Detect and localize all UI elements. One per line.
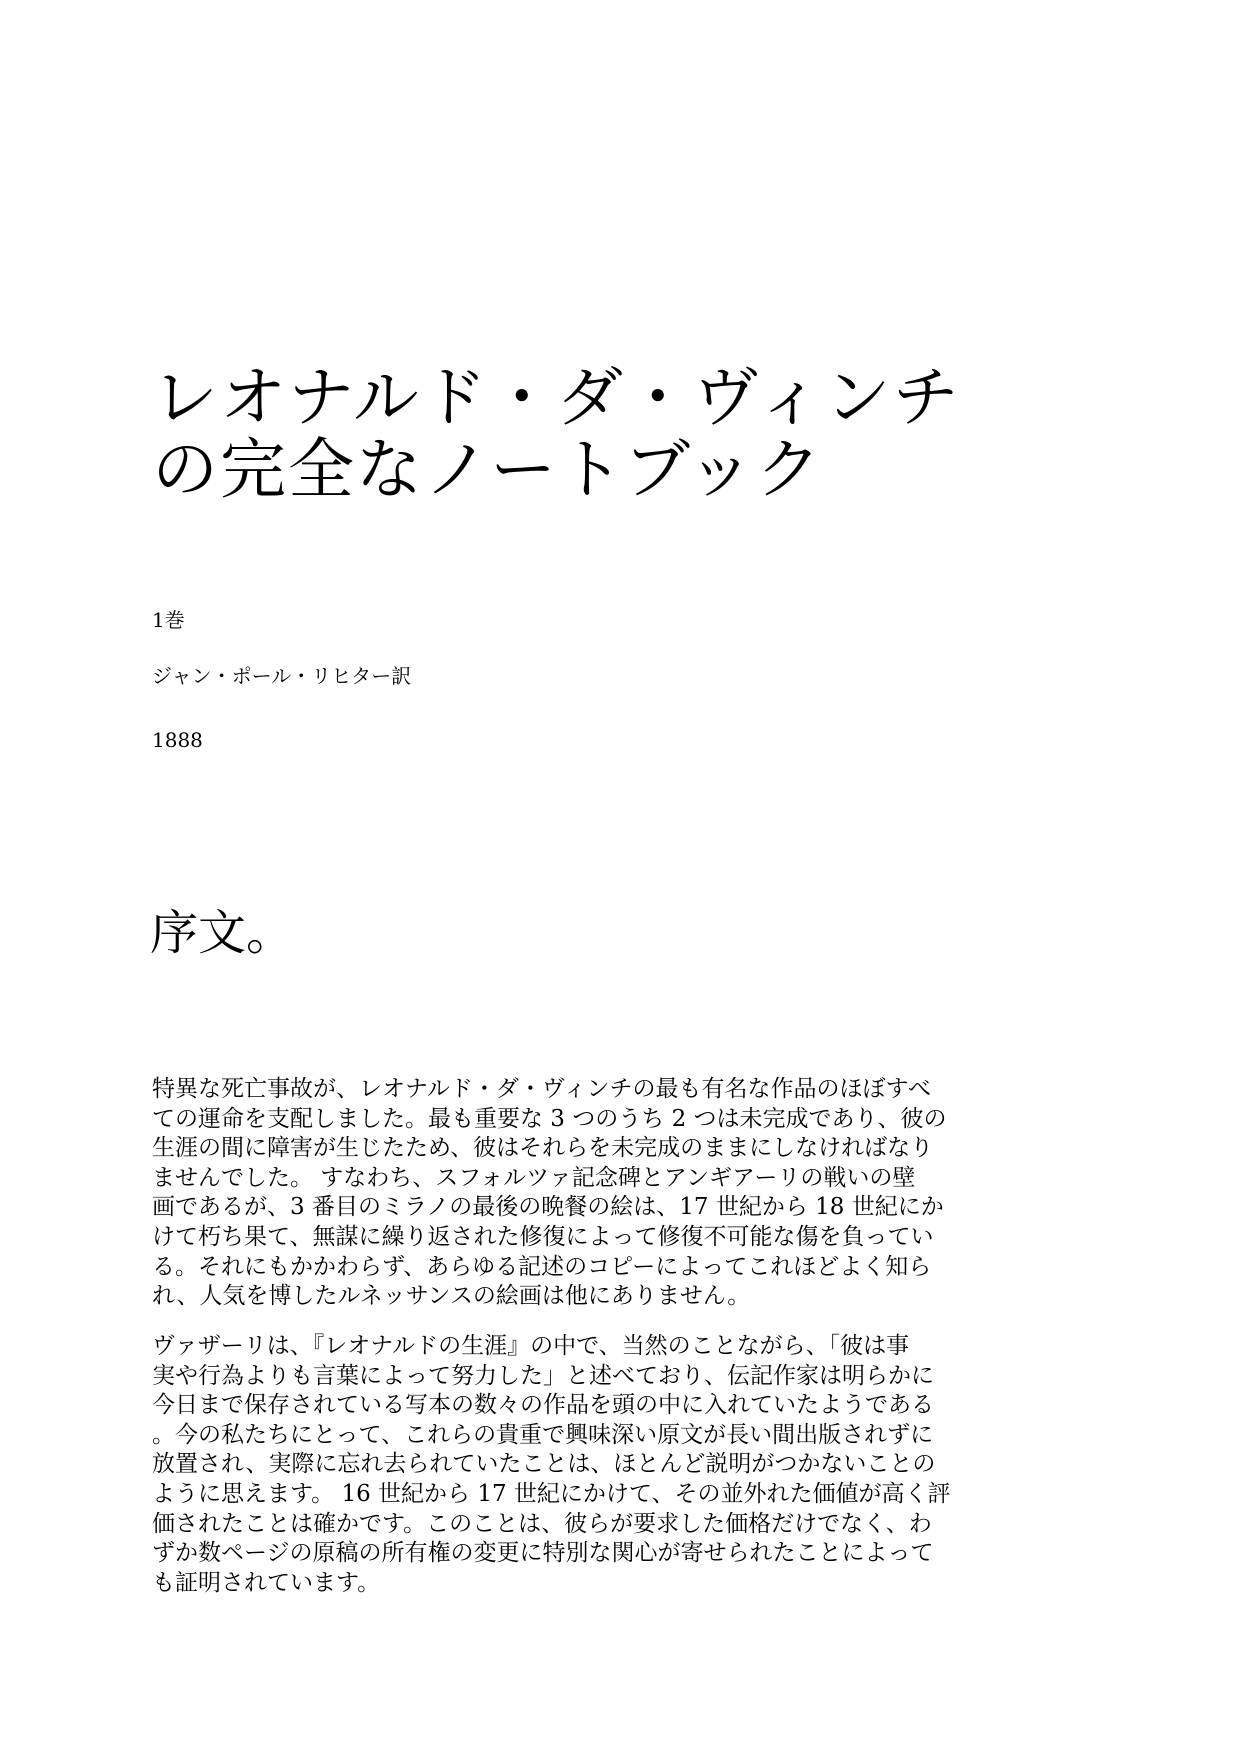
paragraph-line: る。それにもかかわらず、あらゆる記述のコピーによってこれほどよく知ら (152, 1253, 932, 1280)
paragraph-line: ての運命を支配しました。最も重要な 3 つのうち 2 つは未完成であり、彼の (152, 1105, 947, 1132)
paragraph-line: ヴァザーリは、『レオナルドの生涯』の中で、当然のことながら、「彼は事 (152, 1333, 910, 1359)
paragraph-line: ませんでした。 すなわち、スフォルツァ記念碑とアンギアーリの戦いの壁 (152, 1164, 916, 1191)
preface-paragraph-2 (152, 1332, 1012, 1598)
paragraph-line: けて朽ち果て、無謀に繰り返された修復によって修復不可能な傷を負ってい (152, 1223, 934, 1250)
paragraph-line: も証明されています。 (152, 1569, 381, 1596)
paragraph-line: 放置され、実際に忘れ去られていたことは、ほとんど説明がつかないことの (152, 1451, 936, 1478)
paragraph-line: 今日まで保存されている写本の数々の作品を頭の中に入れていたようである (152, 1392, 934, 1419)
preface-paragraph-1 (152, 1075, 1012, 1312)
translator-credit: ジャン・ポール・リヒター訳 (152, 664, 412, 688)
paragraph-line: ように思えます。 16 世紀から 17 世紀にかけて、その並外れた価値が高く評 (152, 1480, 951, 1507)
paragraph-line: れ、人気を博したルネッサンスの絵画は他にありません。 (152, 1283, 751, 1310)
paragraph-line: 実や行為よりも言葉によって努力した」と述べており、伝記作家は明らかに (152, 1362, 934, 1389)
book-title (152, 359, 1112, 508)
book-title-line: レオナルド・ダ・ヴィンチ (152, 359, 961, 436)
paragraph-line: 特異な死亡事故が、レオナルド・ダ・ヴィンチの最も有名な作品のほぼすべ (152, 1076, 932, 1102)
paragraph-line: 生涯の間に障害が生じたため、彼はそれらを未完成のままにしなければなり (152, 1135, 934, 1162)
publication-year: 1888 (152, 728, 203, 752)
paragraph-line: 画であるが、3 番目のミラノの最後の晩餐の絵は、17 世紀から 18 世紀にか (152, 1194, 944, 1221)
book-title-line: の完全なノートブック (152, 431, 824, 508)
preface-heading: 序文。 (150, 905, 295, 961)
paragraph-line: ずか数ページの原稿の所有権の変更に特別な関心が寄せられたことによって (152, 1540, 934, 1567)
paragraph-line: 価されたことは確かです。このことは、彼らが要求した価格だけでなく、わ (152, 1510, 932, 1537)
paragraph-line: 。今の私たちにとって、これらの貴重で興味深い原文が長い間出版されずに (152, 1421, 934, 1448)
volume-label: 1巻 (152, 608, 185, 632)
